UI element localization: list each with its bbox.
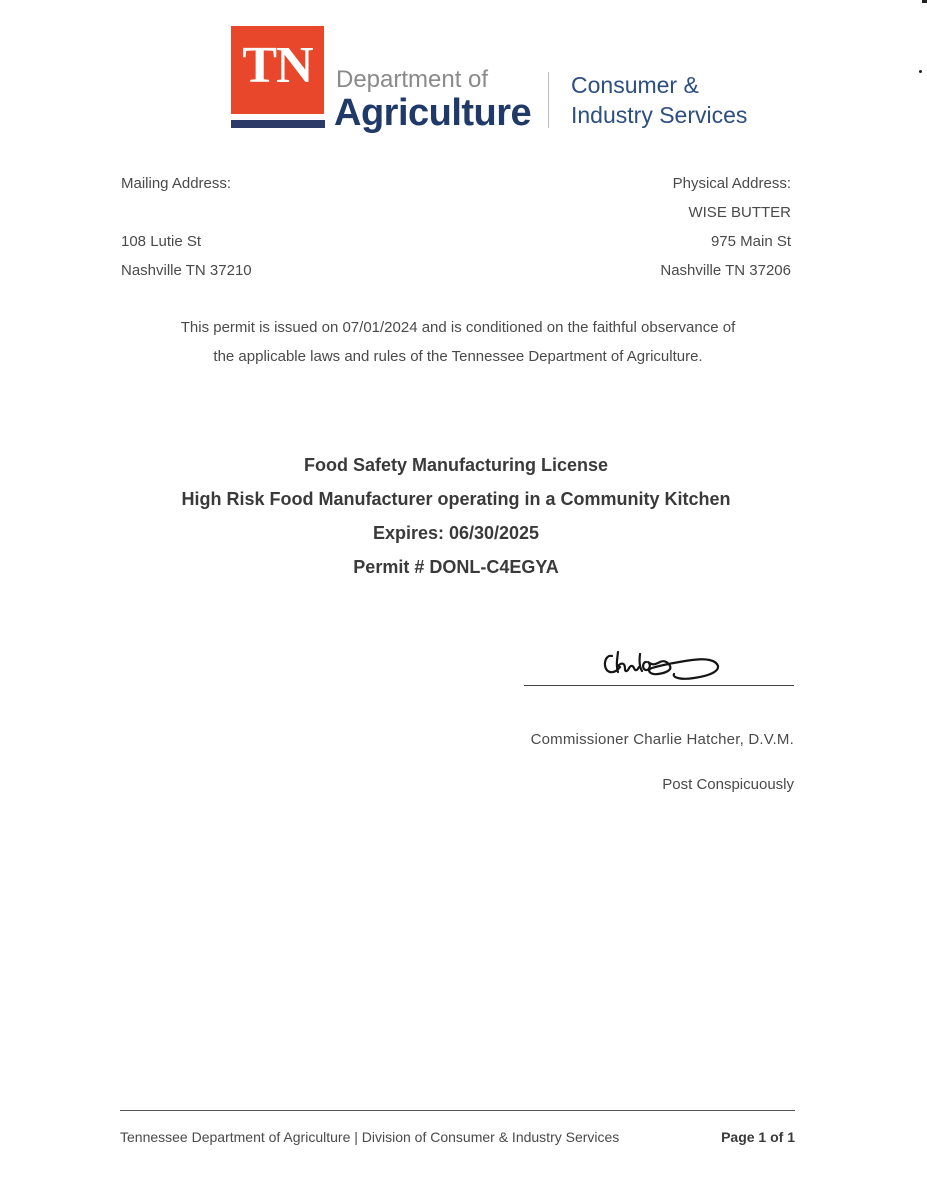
header-divider <box>548 72 549 128</box>
scan-speck <box>919 70 922 73</box>
handwritten-signature <box>598 640 728 690</box>
logo-underline-bar <box>231 120 325 128</box>
permit-statement <box>100 313 816 371</box>
dept-line1: Department of <box>336 66 489 93</box>
physical-street: 975 Main St <box>710 233 791 250</box>
division-name <box>571 70 747 130</box>
license-type: High Risk Food Manufacturer operating in a Community Kitchen <box>181 489 731 509</box>
physical-address <box>660 169 791 285</box>
tn-logo-mark <box>231 26 324 114</box>
dept-line2: Agriculture <box>334 92 532 134</box>
statement-line2: the applicable laws and rules of the Tennessee Department of Agriculture. <box>213 348 703 365</box>
physical-city: Nashville TN 37206 <box>660 262 791 279</box>
mailing-city: Nashville TN 37210 <box>121 262 252 279</box>
mailing-address <box>121 169 252 285</box>
page-number: Page 1 of 1 <box>721 1129 795 1145</box>
mailing-label: Mailing Address: <box>121 175 232 192</box>
physical-name: WISE BUTTER <box>688 204 791 221</box>
license-expiry: Expires: 06/30/2025 <box>372 523 540 543</box>
footer-divider <box>120 1110 795 1111</box>
mailing-street: 108 Lutie St <box>121 233 202 250</box>
division-line2: Industry Services <box>571 102 748 128</box>
scan-corner-mark <box>922 0 927 3</box>
footer-organization: Tennessee Department of Agriculture | Division of Consumer & Industry Services <box>120 1129 620 1145</box>
commissioner-name: Commissioner Charlie Hatcher, D.V.M. <box>530 731 794 748</box>
license-block <box>60 448 852 584</box>
post-conspicuously-note: Post Conspicuously <box>662 776 794 793</box>
license-title: Food Safety Manufacturing License <box>303 455 609 475</box>
tn-logo-text: TN <box>242 37 313 94</box>
physical-label: Physical Address: <box>672 175 791 192</box>
signature-line <box>524 685 794 686</box>
statement-line1: This permit is issued on 07/01/2024 and is conditioned on the faithful observance of <box>180 319 736 336</box>
permit-number: Permit # DONL-C4EGYA <box>353 557 559 577</box>
division-line1: Consumer & <box>571 72 699 98</box>
